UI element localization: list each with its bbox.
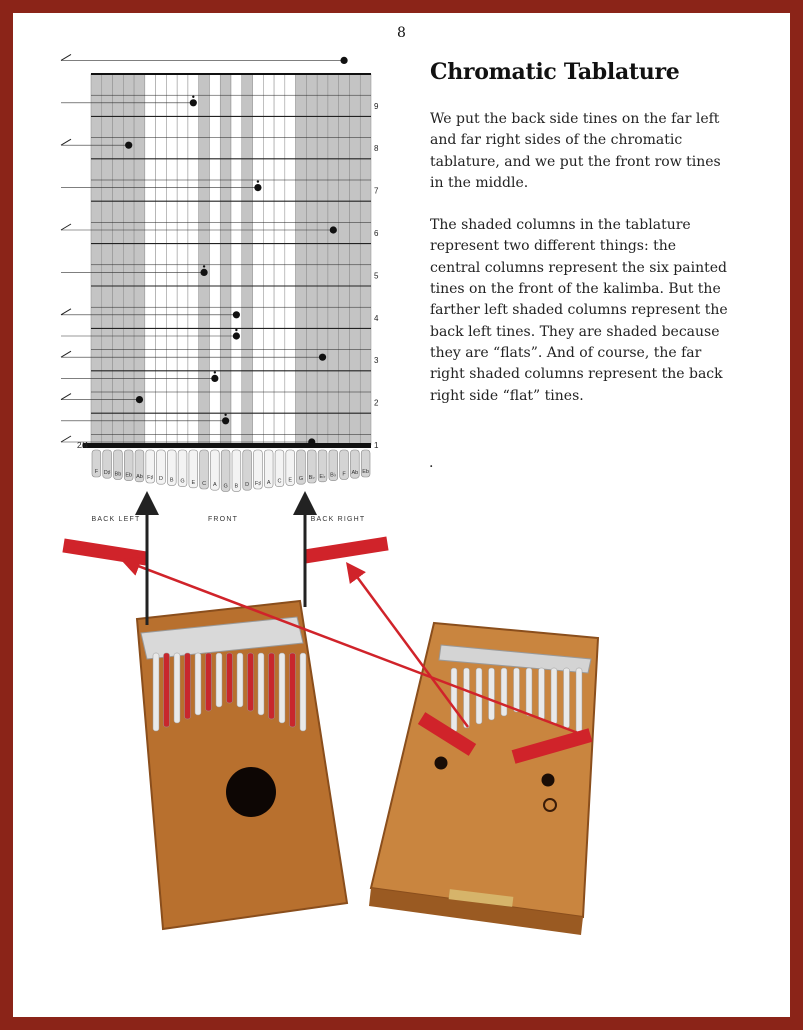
shaded-column: [102, 74, 113, 445]
tine: [576, 668, 582, 732]
tine-label: C: [277, 478, 282, 485]
note-dot: [308, 438, 315, 445]
tine-label: F: [94, 469, 99, 475]
column: [177, 74, 188, 445]
tine-label: Ab: [136, 473, 143, 480]
shaded-column: [296, 74, 307, 445]
shaded-column: [339, 74, 350, 445]
column: [209, 74, 220, 445]
note-accent-dot: [203, 265, 205, 267]
note-dot: [254, 184, 261, 191]
column: [145, 74, 156, 445]
note-dot: [211, 375, 218, 382]
tine-label: B: [169, 477, 174, 484]
red-bar-back-left: [62, 539, 147, 566]
shaded-column: [328, 74, 339, 445]
tine: [300, 653, 306, 731]
shaded-column: [242, 74, 253, 445]
tine: [174, 653, 180, 723]
note-dot: [190, 99, 197, 106]
tine: [216, 653, 222, 707]
measure-tick: [61, 139, 71, 145]
tine-label: E: [288, 477, 293, 484]
tine-label: B♭: [330, 472, 337, 479]
tine-label: B: [234, 483, 239, 490]
tine-label: E♭: [319, 473, 326, 480]
tine-label: G: [298, 476, 304, 483]
shaded-column: [220, 74, 231, 445]
page-number: 8: [397, 25, 406, 41]
column: [156, 74, 167, 445]
painted-tine: [227, 653, 233, 703]
shaded-column: [306, 74, 317, 445]
tine-label: F♯: [254, 481, 261, 487]
measure-number: 9: [374, 101, 379, 111]
paragraph-2: The shaded columns in the tablature represent two different things: the central columns represent the six painted tines on the front of the kalimba. But the farther left shaded columns represent the back left tines. They are shaded because they are “flats”. And of course, the far right shaded columns represent the back right side “flat” tines.: [430, 217, 728, 404]
tine: [464, 668, 470, 728]
measure-number: 2: [374, 398, 379, 408]
note-dot: [222, 417, 229, 424]
painted-tine: [206, 653, 212, 711]
tine: [526, 668, 532, 716]
note-dot: [319, 354, 326, 361]
tine: [153, 653, 159, 731]
measure-number: 4: [374, 313, 379, 323]
label-front: FRONT: [207, 516, 239, 523]
column: [231, 74, 242, 445]
tine: [564, 668, 570, 728]
shaded-column: [349, 74, 360, 445]
tine: [501, 668, 507, 716]
base-bar: [83, 443, 371, 448]
tine: [195, 653, 201, 715]
measure-tick: [61, 54, 71, 60]
measure-number: 8: [374, 144, 379, 154]
stray-dot: .: [429, 455, 434, 471]
tine-label: F: [342, 471, 346, 478]
note-accent-dot: [214, 371, 216, 373]
tine-label: D: [159, 476, 163, 483]
painted-tine: [290, 653, 296, 727]
painted-tine: [164, 653, 170, 727]
measure-number: 1: [374, 441, 379, 450]
tine: [514, 668, 520, 712]
measure-number: 5: [374, 271, 379, 281]
tine-label: G: [180, 478, 185, 485]
column: [166, 74, 177, 445]
label-back-right: BACK RIGHT: [310, 516, 366, 523]
shaded-column: [113, 74, 124, 445]
body-text: [430, 109, 730, 428]
measure-tick: [61, 309, 71, 315]
shaded-column: [123, 74, 134, 445]
tine-label: Eb: [362, 469, 369, 475]
large-kalimba-soundhole: [226, 767, 276, 817]
tine-label: F♯: [147, 475, 154, 481]
small-kalimba-soundhole: [435, 757, 448, 770]
column: [188, 74, 199, 445]
column: [263, 74, 274, 445]
small-kalimba-soundhole: [542, 774, 555, 787]
note-dot: [340, 57, 347, 64]
paragraph-1: We put the back side tines on the far left and far right sides of the chromatic tablature, and we put the front row tines in the middle.: [430, 111, 721, 191]
tine: [489, 668, 495, 720]
document-page: [13, 13, 790, 1017]
shaded-column: [317, 74, 328, 445]
note-dot: [233, 311, 240, 318]
tine-label: A: [213, 482, 217, 489]
tine: [258, 653, 264, 715]
note-dot: [136, 396, 143, 403]
note-dot: [233, 332, 240, 339]
section-title: Chromatic Tablature: [430, 59, 680, 85]
measure-tick: [61, 224, 71, 230]
tine-label: Ab: [351, 470, 359, 477]
tine-label: E: [191, 479, 196, 486]
note-dot: [200, 269, 207, 276]
tine: [451, 668, 457, 732]
tine-label: G: [223, 483, 228, 490]
tine-label: D♯: [103, 470, 111, 477]
measure-number: 7: [374, 186, 379, 196]
measure-tick: [61, 436, 71, 442]
tine-label: Bb: [114, 471, 122, 478]
label-back-left: BACK LEFT: [91, 516, 141, 523]
note-accent-dot: [192, 96, 194, 98]
column: [285, 74, 296, 445]
note-dot: [330, 226, 337, 233]
red-bar-back-right: [303, 537, 388, 564]
time-signature: 2/4: [77, 441, 89, 450]
painted-tine: [248, 653, 254, 711]
shaded-column: [199, 74, 210, 445]
measure-number: 6: [374, 229, 379, 238]
note-accent-dot: [257, 180, 259, 182]
tine: [237, 653, 243, 707]
tine: [551, 668, 557, 724]
tine-label: Eb: [125, 472, 133, 479]
measure-tick: [61, 351, 71, 357]
painted-tine: [269, 653, 275, 719]
tine-label: A: [266, 479, 271, 486]
note-dot: [125, 142, 132, 149]
shaded-column: [360, 74, 371, 445]
shaded-column: [91, 74, 102, 445]
column: [253, 74, 264, 445]
measure-number: 3: [374, 356, 379, 366]
painted-tine: [185, 653, 191, 719]
note-accent-dot: [224, 414, 226, 416]
tine-label: D: [245, 482, 250, 489]
tine-label: C: [202, 481, 207, 487]
tine: [279, 653, 285, 723]
shaded-column: [134, 74, 145, 445]
kalimba-photo: [62, 497, 598, 935]
note-accent-dot: [235, 329, 237, 331]
tine: [539, 668, 545, 720]
measure-tick: [61, 394, 71, 400]
column: [274, 74, 285, 445]
tine-label: B♭: [308, 475, 315, 481]
